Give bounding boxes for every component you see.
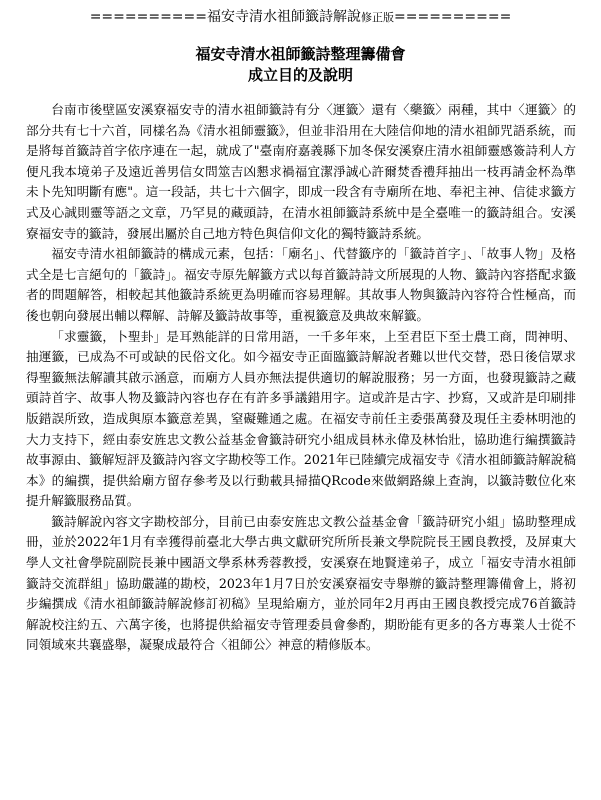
- header-edition: 修正版: [361, 11, 394, 24]
- paragraph: 福安寺清水祖師籤詩的構成元素，包括：「廟名」、代替籤序的「籤詩首字」、「故事人物」及格式全是七言絕句的「籤詩」。福安寺原先解籤方式以每首籤詩詩文所展現的人物、籤詩內容搭配求籤者的問題解答，相較起其他籤詩系統更為明確而容易理解。其故事人物與籤詩內容符合性極高，而後也朝向發展出輔以釋解、詩解及籤詩故事等，重視籤意及典故來解籤。: [26, 246, 576, 323]
- header-banner: [0, 6, 601, 26]
- document-body: [26, 100, 576, 656]
- header-right-rule: ==========: [394, 9, 512, 25]
- header-left-rule: ==========: [89, 9, 207, 25]
- paragraph: 台南市後壁區安溪寮福安寺的清水祖師籤詩有分〈運籤〉還有〈藥籤〉兩種，其中〈運籤〉的部分共有七十六首，同樣名為《清水祖師靈籤》，但並非沿用在大陸信仰地的清水祖師咒語系統，而是將每首籤詩首字依序連在一起，就成了"臺南府嘉義縣下加冬保安溪寮庄清水祖師靈感簽詩利人方便凡我本境弟子及遠近善男信女問筮吉凶懇求禍福宜潔淨誠心許爾焚香禮拜抽出一枝再請金杯為準未卜先知明斷有應"。這一段話，共七十六個字，即成一段含有寺廟所在地、奉祀主神、信徒求籤方式及心誠則靈等語之文章，乃罕見的藏頭詩，在清水祖師籤詩系統中是全臺唯一的籤詩組合。安溪寮福安寺的籤詩，發展出屬於自己地方特色與信仰文化的獨特籤詩系統。: [26, 102, 576, 241]
- document-title-line2: 成立目的及說明: [247, 66, 353, 84]
- paragraph: 籤詩解說內容文字勘校部分，目前已由泰安旌忠文教公益基金會「籤詩研究小組」協助整理成冊，並於2022年1月有幸獲得前臺北大學古典文獻研究所所長兼文學院院長王國良教授，及屏東大學人文社會學院副院長兼中國語文學系林秀蓉教授，安溪寮在地賢達弟子，成立「福安寺清水祖師籤詩交流群組」協助嚴謹的勘校，2023年1月7日於安溪寮福安寺舉辦的籤詩整理籌備會上，將初步編撰成《清水祖師籤詩解說修訂初稿》呈現給廟方，並於同年2月再由王國良教授完成76首籤詩解說校注約五、六萬字後，也將提供給福安寺管理委員會參酌，期盼能有更多的各方專業人士從不同領域來共襄盛舉，凝聚成最符合〈祖師公〉神意的精修版本。: [26, 513, 576, 653]
- paragraph: 「求靈籤，卜聖卦」是耳熟能詳的日常用語，一千多年來，上至君臣下至士農工商，問神明、抽運籤，已成為不可或缺的民俗文化。如今福安寺正面臨籤詩解說者難以世代交替，恐日後信眾求得聖籤無法解讀其啟示涵意，而廟方人員亦無法提供適切的解說服務；另一方面，也發現籤詩之藏頭詩首字、故事人物及籤詩內容也存在有許多爭議錯用字。這或許是古字、抄寫，又或許是印刷排版錯誤所致，造成與原本籤意差異，窒礙難通之處。在福安寺前任主委張萬發及現任主委林明池的大力支持下，經由泰安旌忠文教公益基金會籤詩研究小組成員林永偉及林怡壯，協助進行編撰籤詩故事源由、籤解短評及籤詩內容文字勘校等工作。2021年已陸續完成福安寺《清水祖師籤詩解說稿本》的編撰，提供給廟方留存參考及以行動載具掃描QRcode來做網路線上查詢，以籤詩數位化來提升解籤服務品質。: [26, 328, 576, 509]
- document-title-line1: 福安寺清水祖師籤詩整理籌備會: [195, 45, 406, 63]
- header-title: 福安寺清水祖師籤詩解說: [207, 9, 361, 25]
- document-title: [0, 44, 601, 86]
